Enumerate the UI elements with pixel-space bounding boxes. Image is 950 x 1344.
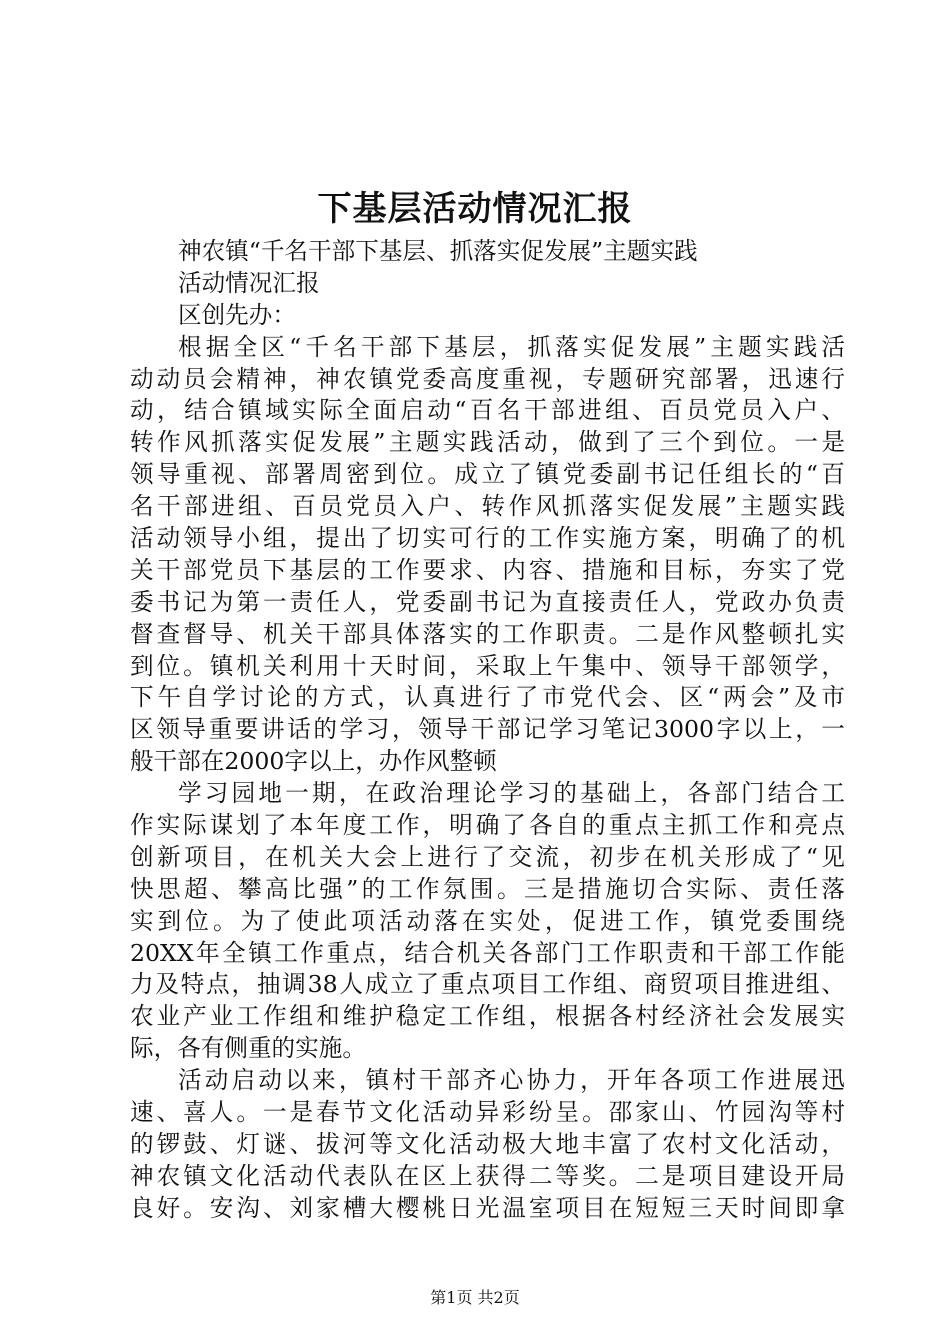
text-line: 般干部在2000字以上，办作风整顿 [130,747,497,776]
text-line: 活动领导小组，提出了切实可行的工作实施方案，明确了的机 [130,524,845,553]
document-body [130,236,845,1225]
text-line: 区领导重要讲话的学习，领导干部记学习笔记3000字以上，一 [130,715,845,744]
text-line: 动动员会精神，神农镇党委高度重视，专题研究部署，迅速行 [130,364,845,393]
text-line: 神农镇“千名干部下基层、抓落实促发展”主题实践 [178,237,698,265]
text-line: 到位。镇机关利用十天时间，采取上午集中、领导干部领学， [130,651,845,680]
text-line: 的锣鼓、灯谜、拔河等文化活动极大地丰富了农村文化活动， [130,1129,845,1158]
text-line: 下午自学讨论的方式，认真进行了市党代会、区“两会”及市 [130,683,845,712]
text-line: 活动情况汇报 [178,268,320,297]
text-line: 动，结合镇域实际全面启动“百名干部进组、百员党员入户、 [130,396,845,425]
text-line: 督查督导、机关干部具体落实的工作职责。二是作风整顿扎实 [130,619,845,648]
text-line: 委书记为第一责任人，党委副书记为直接责任人，党政办负责 [130,587,845,616]
text-line: 神农镇文化活动代表队在区上获得二等奖。二是项目建设开局 [130,1161,845,1190]
text-line: 关干部党员下基层的工作要求、内容、措施和目标，夯实了党 [130,555,845,584]
text-line: 良好。安沟、刘家槽大樱桃日光温室项目在短短三天时间即拿 [130,1193,845,1222]
text-line: 活动启动以来，镇村干部齐心协力，开年各项工作进展迅 [178,1066,845,1095]
text-line: 作实际谋划了本年度工作，明确了各自的重点主抓工作和亮点 [130,811,845,840]
text-line: 根据全区“千名干部下基层，抓落实促发展”主题实践活 [178,332,845,361]
text-line: 实到位。为了使此项活动落在实处，促进工作，镇党委围绕 [130,906,845,935]
text-line: 名干部进组、百员党员入户、转作风抓落实促发展”主题实践 [130,492,845,521]
text-line: 转作风抓落实促发展”主题实践活动，做到了三个到位。一是 [130,428,845,457]
document-title: 下基层活动情况汇报 [317,189,633,229]
text-line: 学习园地一期，在政治理论学习的基础上，各部门结合工 [178,779,845,808]
text-line: 创新项目，在机关大会上进行了交流，初步在机关形成了“见 [130,842,845,871]
text-line: 际，各有侧重的实施。 [130,1034,366,1063]
text-line: 农业产业工作组和维护稳定工作组，根据各村经济社会发展实 [130,1002,845,1031]
text-line: 领导重视、部署周密到位。成立了镇党委副书记任组长的“百 [130,460,845,489]
text-line: 20XX年全镇工作重点，结合机关各部门工作职责和干部工作能 [130,938,845,967]
text-line: 快思超、攀高比强”的工作氛围。三是措施切合实际、责任落 [130,874,845,903]
text-line: 区创先办： [178,300,296,329]
text-line: 速、喜人。一是春节文化活动异彩纷呈。邵家山、竹园沟等村 [130,1098,845,1127]
page-footer: 第1页 共2页 [430,1288,520,1307]
text-line: 力及特点，抽调38人成立了重点项目工作组、商贸项目推进组、 [130,970,845,999]
